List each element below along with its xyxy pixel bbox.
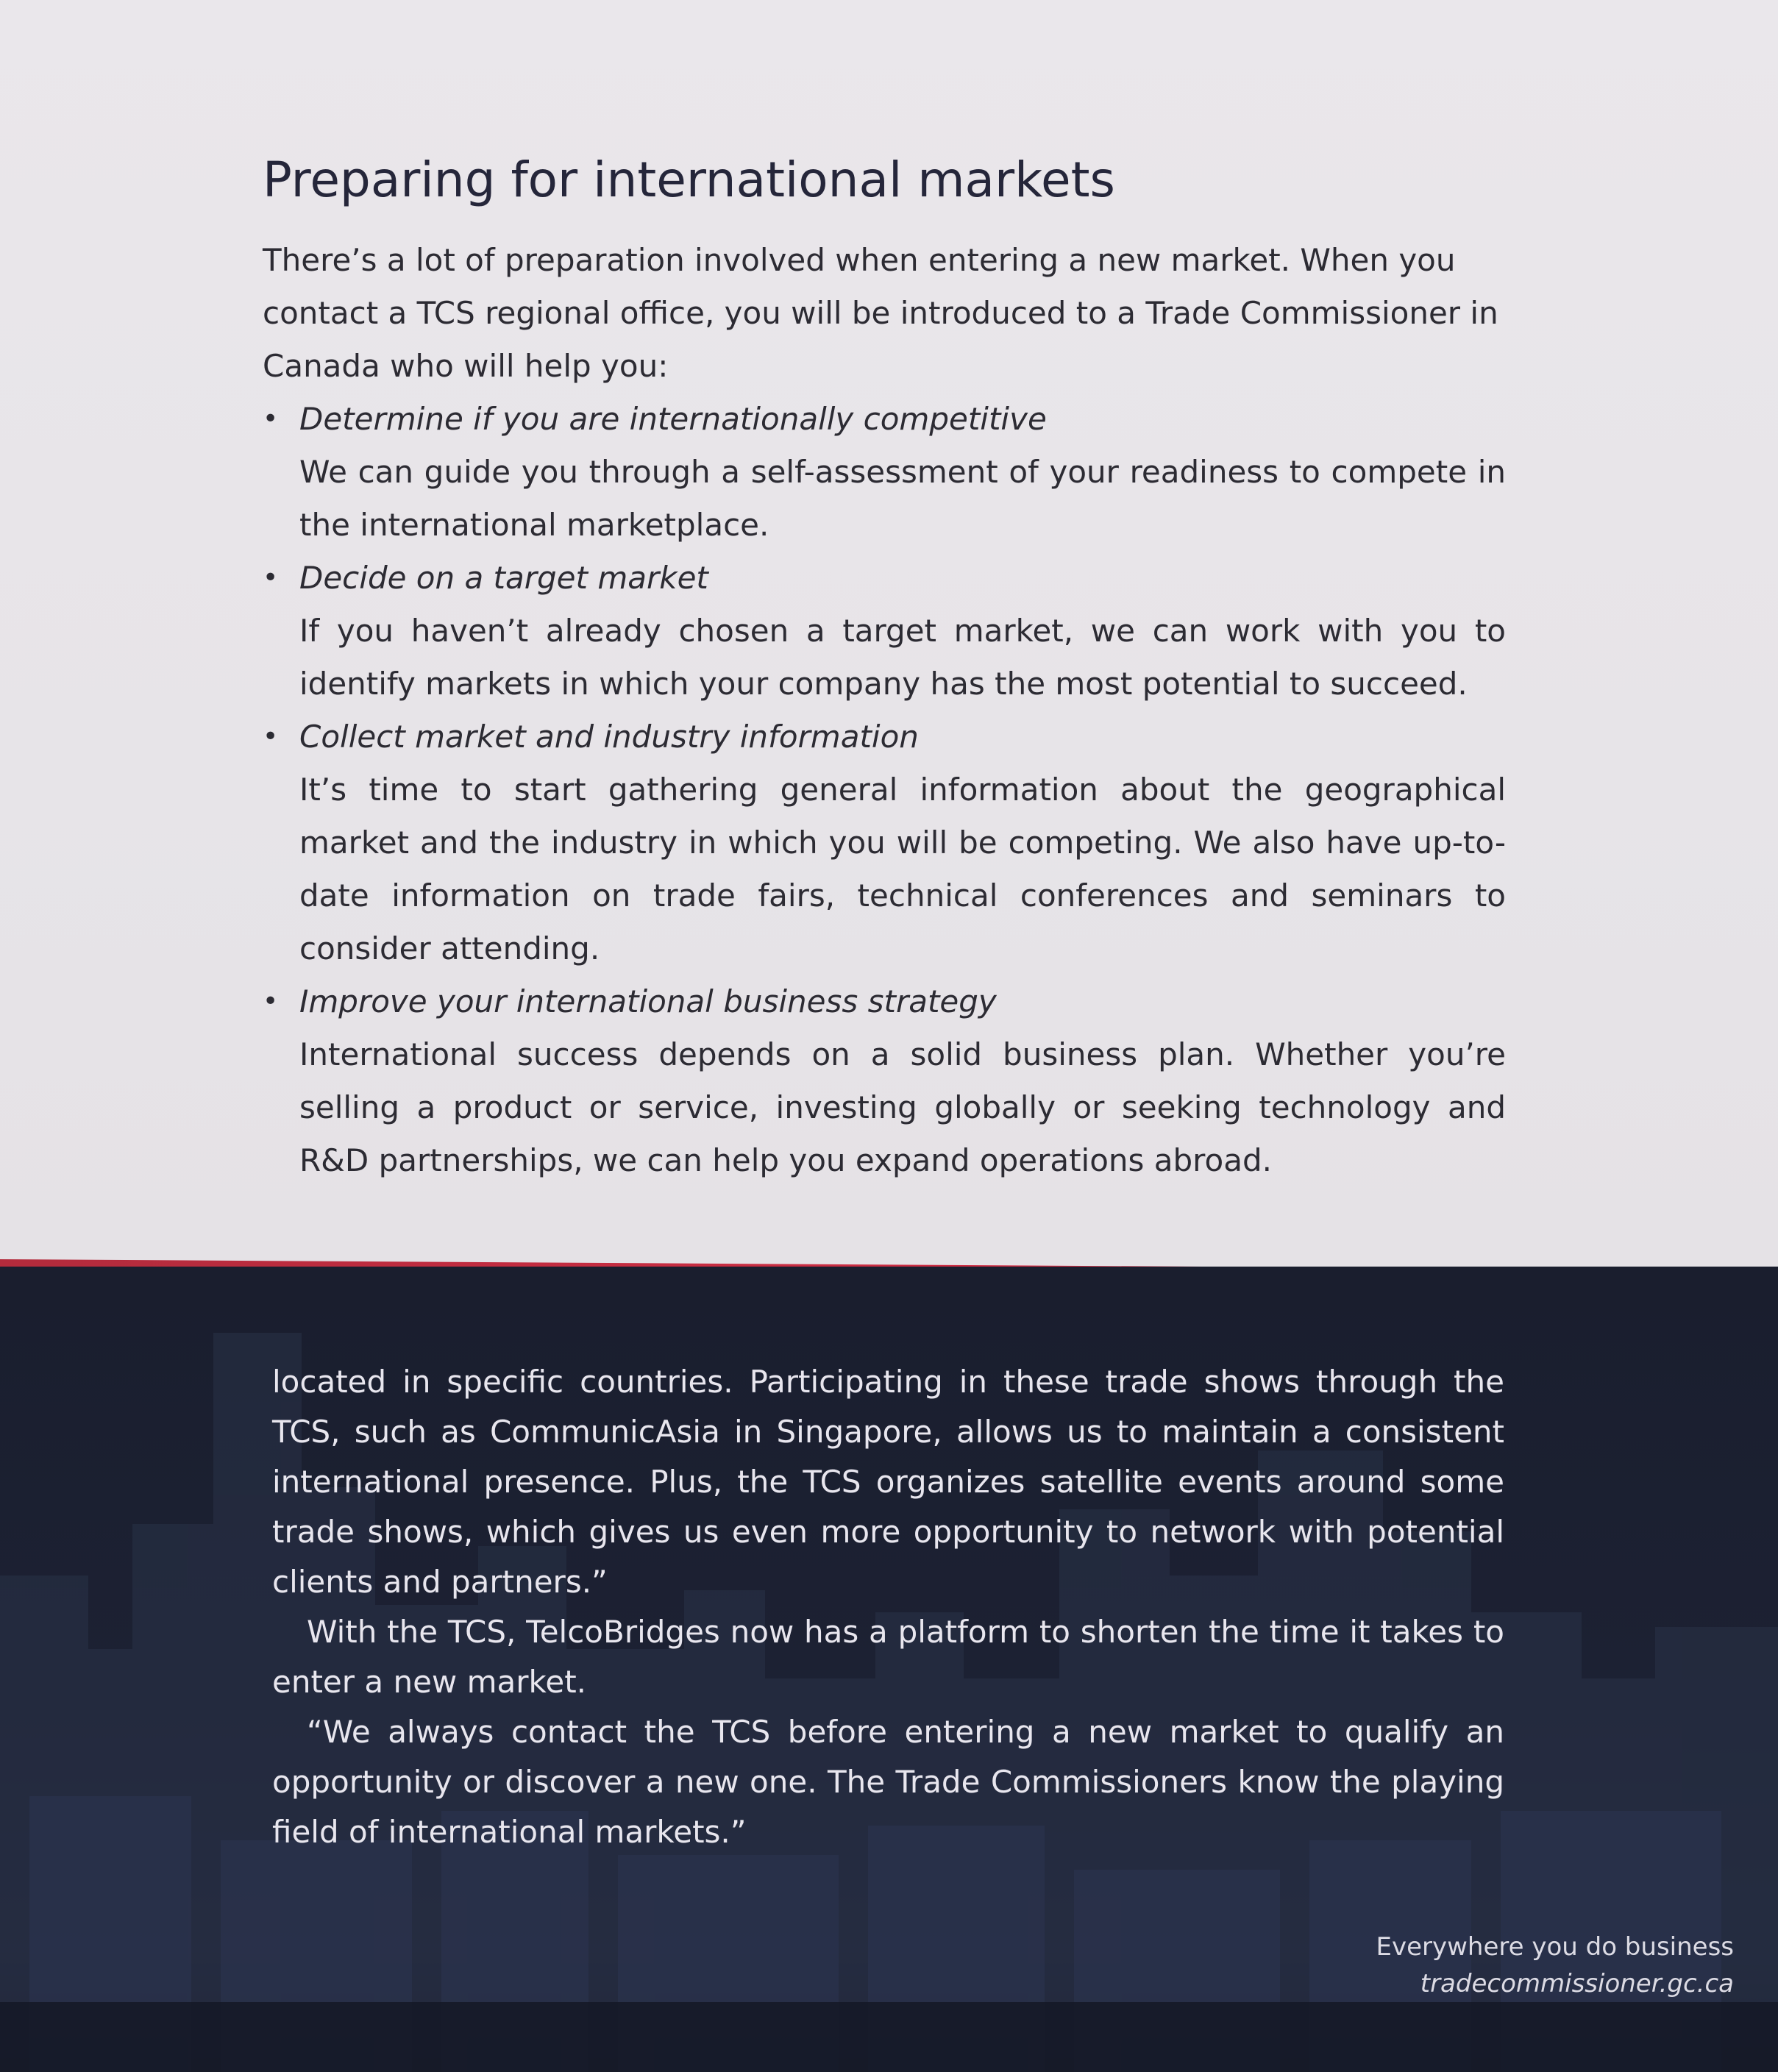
bullet-body: If you haven’t already chosen a target market, we can work with you to identify markets in which your company has the most potential to succeed. — [299, 613, 1506, 702]
footer-tagline — [1376, 1929, 1734, 2002]
testimonial-paragraph: located in specific countries. Participating in these trade shows through the TCS, such as CommunicAsia in Singapore, allows us to maintain a consistent international presence. Plus, the TCS organizes satellite events around some trade shows, which gives us even more opportunity to network with potential clients and partners.” — [272, 1364, 1504, 1600]
list-item — [263, 552, 1506, 711]
bullet-icon: • — [263, 563, 279, 593]
page-title: Preparing for international markets — [263, 152, 1115, 208]
bullet-icon: • — [263, 986, 279, 1017]
testimonial-text — [272, 1357, 1504, 1857]
testimonial-paragraph: With the TCS, TelcoBridges now has a platform to shorten the time it takes to enter a new market. — [272, 1614, 1504, 1700]
list-item — [263, 393, 1506, 552]
bullet-icon: • — [263, 404, 279, 434]
intro-paragraph: There’s a lot of preparation involved when entering a new market. When you contact a TCS regional office, you will be introduced to a Trade Commissioner in Canada who will help you: — [263, 242, 1498, 384]
bullet-heading: Decide on a target market — [299, 560, 708, 596]
services-list — [263, 393, 1506, 1187]
bullet-body: We can guide you through a self-assessment of your readiness to compete in the international marketplace. — [299, 454, 1506, 543]
bullet-body: International success depends on a solid business plan. Whether you’re selling a product or service, investing globally or seeking technology and R&D partnerships, we can help you expand operations abroad. — [299, 1036, 1506, 1178]
bullet-body: It’s time to start gathering general information about the geographical market and the industry in which you will be competing. We also have up-to-date information on trade fairs, technical conferences and seminars to consider attending. — [299, 772, 1506, 966]
bullet-heading: Improve your international business strategy — [299, 983, 997, 1019]
bullet-icon: • — [263, 722, 279, 752]
bullet-heading: Collect market and industry information — [299, 719, 919, 755]
list-item — [263, 975, 1506, 1187]
bullet-heading: Determine if you are internationally competitive — [299, 401, 1047, 437]
website-link[interactable]: tradecommissioner.gc.ca — [1420, 1969, 1734, 1998]
list-item — [263, 711, 1506, 975]
testimonial-paragraph: “We always contact the TCS before entering a new market to qualify an opportunity or discover a new one. The Trade Commissioners know the playing field of international markets.” — [272, 1714, 1504, 1850]
slogan: Everywhere you do business — [1376, 1932, 1734, 1962]
